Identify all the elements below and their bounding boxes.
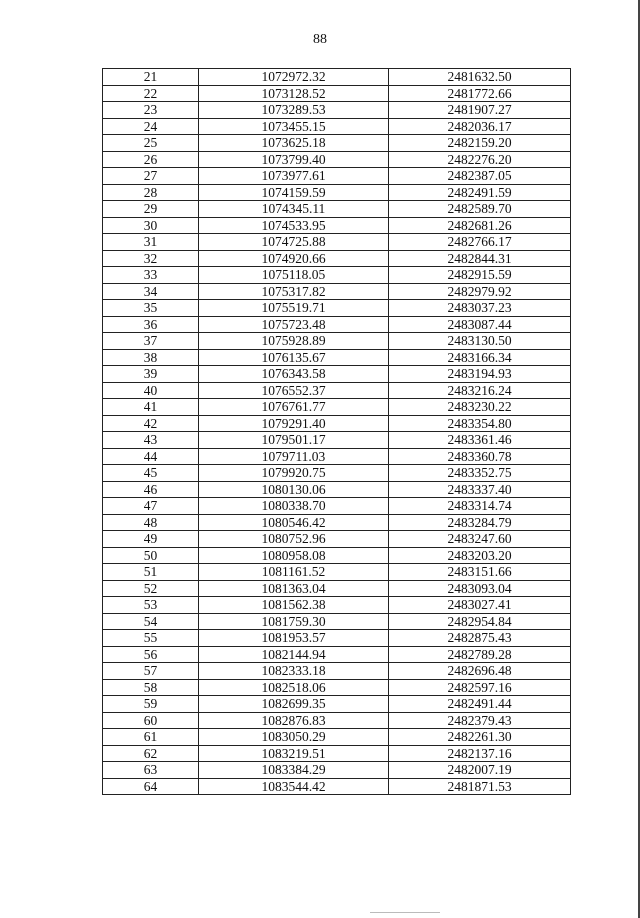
y-coordinate-cell: 2482875.43 xyxy=(389,630,571,647)
table-row xyxy=(103,300,571,317)
point-number-cell: 46 xyxy=(103,481,199,498)
table-row xyxy=(103,481,571,498)
y-coordinate-cell: 2483337.40 xyxy=(389,481,571,498)
point-number-cell: 48 xyxy=(103,514,199,531)
y-coordinate-cell: 2482589.70 xyxy=(389,201,571,218)
y-coordinate-cell: 2482915.59 xyxy=(389,267,571,284)
table-row xyxy=(103,547,571,564)
point-number-cell: 50 xyxy=(103,547,199,564)
point-number-cell: 57 xyxy=(103,663,199,680)
point-number-cell: 40 xyxy=(103,382,199,399)
point-number-cell: 61 xyxy=(103,729,199,746)
point-number-cell: 51 xyxy=(103,564,199,581)
table-row xyxy=(103,283,571,300)
table-row xyxy=(103,696,571,713)
y-coordinate-cell: 2483130.50 xyxy=(389,333,571,350)
y-coordinate-cell: 2483314.74 xyxy=(389,498,571,515)
point-number-cell: 56 xyxy=(103,646,199,663)
table-row xyxy=(103,597,571,614)
x-coordinate-cell: 1082876.83 xyxy=(199,712,389,729)
table-row xyxy=(103,201,571,218)
point-number-cell: 32 xyxy=(103,250,199,267)
point-number-cell: 25 xyxy=(103,135,199,152)
x-coordinate-cell: 1081759.30 xyxy=(199,613,389,630)
x-coordinate-cell: 1074920.66 xyxy=(199,250,389,267)
x-coordinate-cell: 1082699.35 xyxy=(199,696,389,713)
x-coordinate-cell: 1079291.40 xyxy=(199,415,389,432)
point-number-cell: 45 xyxy=(103,465,199,482)
y-coordinate-cell: 2482597.16 xyxy=(389,679,571,696)
y-coordinate-cell: 2483354.80 xyxy=(389,415,571,432)
y-coordinate-cell: 2483360.78 xyxy=(389,448,571,465)
point-number-cell: 26 xyxy=(103,151,199,168)
table-row xyxy=(103,613,571,630)
point-number-cell: 47 xyxy=(103,498,199,515)
point-number-cell: 43 xyxy=(103,432,199,449)
x-coordinate-cell: 1079501.17 xyxy=(199,432,389,449)
y-coordinate-cell: 2482789.28 xyxy=(389,646,571,663)
x-coordinate-cell: 1083050.29 xyxy=(199,729,389,746)
y-coordinate-cell: 2482387.05 xyxy=(389,168,571,185)
y-coordinate-cell: 2482696.48 xyxy=(389,663,571,680)
table-row xyxy=(103,531,571,548)
y-coordinate-cell: 2483284.79 xyxy=(389,514,571,531)
point-number-cell: 38 xyxy=(103,349,199,366)
table-row xyxy=(103,514,571,531)
coordinates-table xyxy=(102,68,571,795)
x-coordinate-cell: 1081363.04 xyxy=(199,580,389,597)
table-row xyxy=(103,432,571,449)
x-coordinate-cell: 1076761.77 xyxy=(199,399,389,416)
point-number-cell: 63 xyxy=(103,762,199,779)
y-coordinate-cell: 2483194.93 xyxy=(389,366,571,383)
table-row xyxy=(103,630,571,647)
x-coordinate-cell: 1075723.48 xyxy=(199,316,389,333)
point-number-cell: 42 xyxy=(103,415,199,432)
table-row xyxy=(103,679,571,696)
table-row xyxy=(103,778,571,795)
table-row xyxy=(103,69,571,86)
x-coordinate-cell: 1074345.11 xyxy=(199,201,389,218)
point-number-cell: 23 xyxy=(103,102,199,119)
table-row xyxy=(103,580,571,597)
y-coordinate-cell: 2483203.20 xyxy=(389,547,571,564)
x-coordinate-cell: 1080546.42 xyxy=(199,514,389,531)
table-row xyxy=(103,564,571,581)
point-number-cell: 39 xyxy=(103,366,199,383)
x-coordinate-cell: 1074533.95 xyxy=(199,217,389,234)
x-coordinate-cell: 1080752.96 xyxy=(199,531,389,548)
y-coordinate-cell: 2482159.20 xyxy=(389,135,571,152)
point-number-cell: 41 xyxy=(103,399,199,416)
point-number-cell: 22 xyxy=(103,85,199,102)
table-row xyxy=(103,85,571,102)
y-coordinate-cell: 2483230.22 xyxy=(389,399,571,416)
table-row xyxy=(103,135,571,152)
x-coordinate-cell: 1082144.94 xyxy=(199,646,389,663)
x-coordinate-cell: 1073799.40 xyxy=(199,151,389,168)
y-coordinate-cell: 2483361.46 xyxy=(389,432,571,449)
y-coordinate-cell: 2482681.26 xyxy=(389,217,571,234)
table-row xyxy=(103,646,571,663)
y-coordinate-cell: 2481772.66 xyxy=(389,85,571,102)
point-number-cell: 55 xyxy=(103,630,199,647)
y-coordinate-cell: 2482276.20 xyxy=(389,151,571,168)
y-coordinate-cell: 2481907.27 xyxy=(389,102,571,119)
table-row xyxy=(103,168,571,185)
x-coordinate-cell: 1080130.06 xyxy=(199,481,389,498)
point-number-cell: 31 xyxy=(103,234,199,251)
table-row xyxy=(103,762,571,779)
point-number-cell: 62 xyxy=(103,745,199,762)
x-coordinate-cell: 1073625.18 xyxy=(199,135,389,152)
point-number-cell: 21 xyxy=(103,69,199,86)
page-number: 88 xyxy=(313,32,327,47)
point-number-cell: 30 xyxy=(103,217,199,234)
point-number-cell: 52 xyxy=(103,580,199,597)
point-number-cell: 49 xyxy=(103,531,199,548)
table-row xyxy=(103,234,571,251)
x-coordinate-cell: 1079711.03 xyxy=(199,448,389,465)
point-number-cell: 53 xyxy=(103,597,199,614)
table-row xyxy=(103,448,571,465)
y-coordinate-cell: 2482954.84 xyxy=(389,613,571,630)
table-row xyxy=(103,184,571,201)
y-coordinate-cell: 2483093.04 xyxy=(389,580,571,597)
table-row xyxy=(103,102,571,119)
table-row xyxy=(103,745,571,762)
x-coordinate-cell: 1082518.06 xyxy=(199,679,389,696)
x-coordinate-cell: 1076343.58 xyxy=(199,366,389,383)
y-coordinate-cell: 2483216.24 xyxy=(389,382,571,399)
point-number-cell: 35 xyxy=(103,300,199,317)
x-coordinate-cell: 1076552.37 xyxy=(199,382,389,399)
x-coordinate-cell: 1074159.59 xyxy=(199,184,389,201)
point-number-cell: 34 xyxy=(103,283,199,300)
y-coordinate-cell: 2481871.53 xyxy=(389,778,571,795)
point-number-cell: 33 xyxy=(103,267,199,284)
y-coordinate-cell: 2483166.34 xyxy=(389,349,571,366)
table-row xyxy=(103,316,571,333)
table-row xyxy=(103,382,571,399)
x-coordinate-cell: 1073289.53 xyxy=(199,102,389,119)
point-number-cell: 58 xyxy=(103,679,199,696)
x-coordinate-cell: 1075519.71 xyxy=(199,300,389,317)
point-number-cell: 60 xyxy=(103,712,199,729)
x-coordinate-cell: 1079920.75 xyxy=(199,465,389,482)
y-coordinate-cell: 2483247.60 xyxy=(389,531,571,548)
x-coordinate-cell: 1083544.42 xyxy=(199,778,389,795)
x-coordinate-cell: 1083384.29 xyxy=(199,762,389,779)
y-coordinate-cell: 2482844.31 xyxy=(389,250,571,267)
table-row xyxy=(103,267,571,284)
y-coordinate-cell: 2482766.17 xyxy=(389,234,571,251)
table-row xyxy=(103,498,571,515)
x-coordinate-cell: 1075928.89 xyxy=(199,333,389,350)
y-coordinate-cell: 2483087.44 xyxy=(389,316,571,333)
table-row xyxy=(103,729,571,746)
y-coordinate-cell: 2483037.23 xyxy=(389,300,571,317)
y-coordinate-cell: 2483352.75 xyxy=(389,465,571,482)
table-row xyxy=(103,415,571,432)
table-row xyxy=(103,333,571,350)
table-row xyxy=(103,465,571,482)
table-row xyxy=(103,349,571,366)
x-coordinate-cell: 1073455.15 xyxy=(199,118,389,135)
y-coordinate-cell: 2483027.41 xyxy=(389,597,571,614)
y-coordinate-cell: 2482261.30 xyxy=(389,729,571,746)
point-number-cell: 24 xyxy=(103,118,199,135)
point-number-cell: 36 xyxy=(103,316,199,333)
table-row xyxy=(103,712,571,729)
point-number-cell: 28 xyxy=(103,184,199,201)
point-number-cell: 27 xyxy=(103,168,199,185)
point-number-cell: 37 xyxy=(103,333,199,350)
y-coordinate-cell: 2482491.59 xyxy=(389,184,571,201)
coordinates-table-body xyxy=(103,69,571,795)
x-coordinate-cell: 1080338.70 xyxy=(199,498,389,515)
table-row xyxy=(103,118,571,135)
x-coordinate-cell: 1082333.18 xyxy=(199,663,389,680)
x-coordinate-cell: 1073977.61 xyxy=(199,168,389,185)
y-coordinate-cell: 2482007.19 xyxy=(389,762,571,779)
y-coordinate-cell: 2483151.66 xyxy=(389,564,571,581)
y-coordinate-cell: 2482979.92 xyxy=(389,283,571,300)
point-number-cell: 59 xyxy=(103,696,199,713)
table-row xyxy=(103,250,571,267)
x-coordinate-cell: 1081953.57 xyxy=(199,630,389,647)
x-coordinate-cell: 1083219.51 xyxy=(199,745,389,762)
y-coordinate-cell: 2482491.44 xyxy=(389,696,571,713)
point-number-cell: 29 xyxy=(103,201,199,218)
table-row xyxy=(103,399,571,416)
table-row xyxy=(103,366,571,383)
y-coordinate-cell: 2482036.17 xyxy=(389,118,571,135)
y-coordinate-cell: 2482379.43 xyxy=(389,712,571,729)
scan-artifact xyxy=(370,912,440,913)
x-coordinate-cell: 1074725.88 xyxy=(199,234,389,251)
point-number-cell: 54 xyxy=(103,613,199,630)
x-coordinate-cell: 1080958.08 xyxy=(199,547,389,564)
x-coordinate-cell: 1075118.05 xyxy=(199,267,389,284)
point-number-cell: 44 xyxy=(103,448,199,465)
table-row xyxy=(103,663,571,680)
x-coordinate-cell: 1081161.52 xyxy=(199,564,389,581)
x-coordinate-cell: 1076135.67 xyxy=(199,349,389,366)
point-number-cell: 64 xyxy=(103,778,199,795)
x-coordinate-cell: 1081562.38 xyxy=(199,597,389,614)
table-row xyxy=(103,217,571,234)
x-coordinate-cell: 1073128.52 xyxy=(199,85,389,102)
y-coordinate-cell: 2482137.16 xyxy=(389,745,571,762)
table-row xyxy=(103,151,571,168)
y-coordinate-cell: 2481632.50 xyxy=(389,69,571,86)
x-coordinate-cell: 1072972.32 xyxy=(199,69,389,86)
x-coordinate-cell: 1075317.82 xyxy=(199,283,389,300)
